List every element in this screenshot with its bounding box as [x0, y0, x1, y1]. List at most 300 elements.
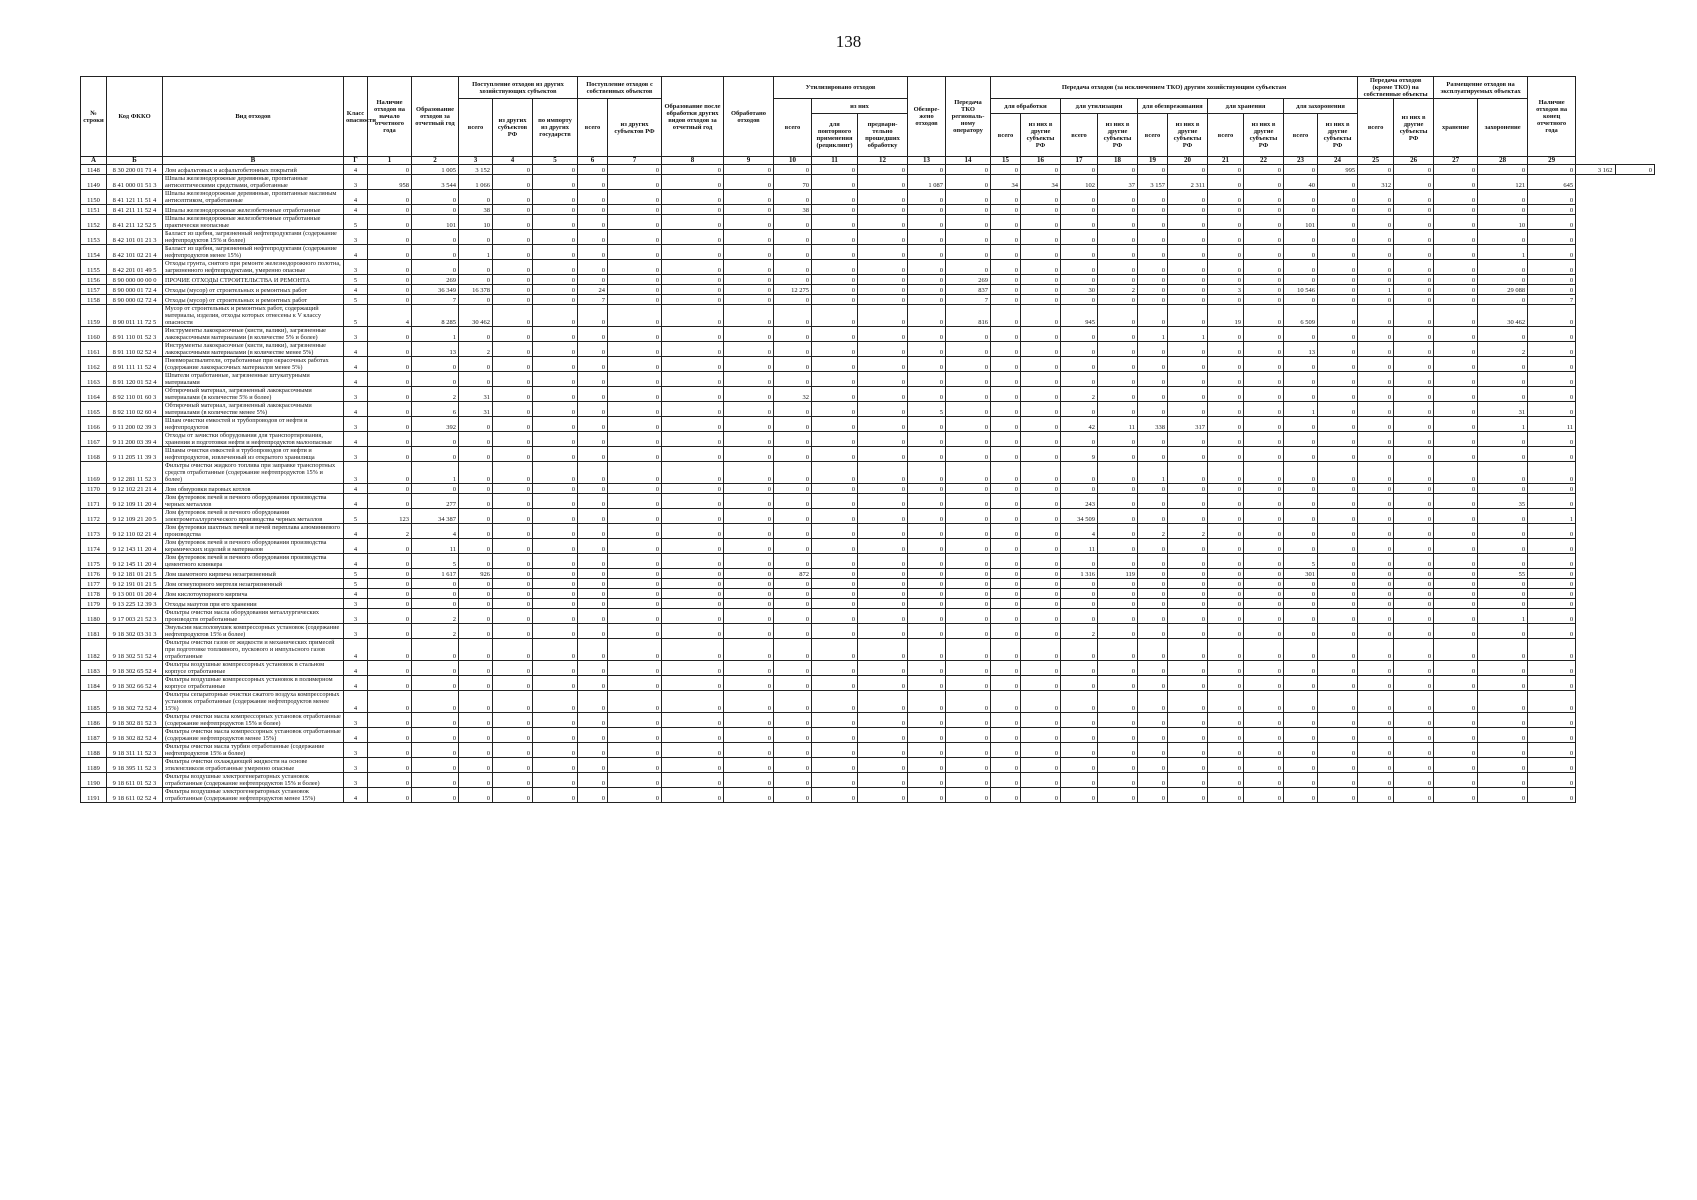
value-cell: 0	[724, 165, 774, 175]
value-cell: 0	[662, 432, 724, 447]
value-cell: 2	[1168, 524, 1208, 539]
value-cell: 0	[1358, 569, 1394, 579]
value-cell: 0	[1394, 432, 1434, 447]
value-cell: 0	[724, 743, 774, 758]
value-cell: 2	[412, 609, 459, 624]
value-cell: 0	[1208, 624, 1244, 639]
value-cell: 0	[908, 342, 946, 357]
value-cell: 0	[991, 569, 1021, 579]
value-cell: 0	[1478, 743, 1528, 758]
value-cell: 0	[1394, 190, 1434, 205]
value-cell: 0	[1394, 728, 1434, 743]
value-cell: 0	[368, 713, 412, 728]
value-cell: 0	[578, 728, 608, 743]
value-cell: 0	[1061, 327, 1098, 342]
value-cell: 0	[1208, 417, 1244, 432]
value-cell: 0	[1208, 788, 1244, 803]
value-cell: 312	[1358, 175, 1394, 190]
row-number: 1184	[81, 676, 107, 691]
value-cell: 30	[1061, 285, 1098, 295]
value-cell: 0	[1478, 190, 1528, 205]
value-cell: 0	[1528, 639, 1576, 661]
value-cell: 0	[533, 205, 578, 215]
value-cell: 0	[1138, 245, 1168, 260]
value-cell: 0	[1434, 230, 1478, 245]
column-letter: 23	[1284, 157, 1318, 165]
value-cell: 0	[1284, 387, 1318, 402]
value-cell: 0	[908, 589, 946, 599]
value-cell: 0	[1138, 305, 1168, 327]
value-cell: 0	[1098, 676, 1138, 691]
value-cell: 0	[412, 205, 459, 215]
value-cell: 0	[493, 275, 533, 285]
value-cell: 0	[493, 175, 533, 190]
value-cell: 0	[662, 743, 724, 758]
waste-name: Фильтры воздушные компрессорных установок в полимерном корпусе отработанные	[163, 676, 344, 691]
value-cell: 0	[1394, 624, 1434, 639]
value-cell: 0	[1318, 509, 1358, 524]
table-row	[81, 402, 1655, 417]
value-cell: 0	[1168, 589, 1208, 599]
value-cell: 0	[1318, 190, 1358, 205]
value-cell: 0	[1478, 639, 1528, 661]
value-cell: 0	[1208, 402, 1244, 417]
value-cell: 0	[662, 539, 724, 554]
value-cell: 0	[1138, 639, 1168, 661]
value-cell: 0	[1478, 387, 1528, 402]
value-cell: 0	[1615, 165, 1654, 175]
row-number: 1172	[81, 509, 107, 524]
value-cell: 0	[1434, 609, 1478, 624]
value-cell: 0	[368, 579, 412, 589]
value-cell: 0	[1528, 661, 1576, 676]
value-cell: 0	[1244, 743, 1284, 758]
value-cell: 0	[608, 402, 662, 417]
value-cell: 0	[1358, 447, 1394, 462]
value-cell: 0	[946, 165, 991, 175]
value-cell: 0	[1244, 758, 1284, 773]
value-cell: 0	[1138, 728, 1168, 743]
table-row	[81, 484, 1655, 494]
value-cell: 0	[1208, 713, 1244, 728]
value-cell: 0	[1021, 275, 1061, 285]
value-cell: 0	[578, 165, 608, 175]
column-letter: 4	[493, 157, 533, 165]
value-cell: 0	[1021, 484, 1061, 494]
value-cell: 0	[533, 609, 578, 624]
hazard-class: 4	[344, 285, 368, 295]
value-cell: 0	[459, 462, 493, 484]
value-cell: 0	[578, 462, 608, 484]
waste-name: Лом футеровки шахтных печей и печей переплава алюминиевого производства	[163, 524, 344, 539]
value-cell: 0	[991, 509, 1021, 524]
fkko-code: 8 41 211 11 52 4	[107, 205, 163, 215]
value-cell: 0	[1021, 432, 1061, 447]
value-cell: 0	[1434, 165, 1478, 175]
value-cell: 0	[662, 599, 724, 609]
value-cell: 0	[1208, 357, 1244, 372]
fkko-code: 9 18 311 11 52 3	[107, 743, 163, 758]
value-cell: 7	[412, 295, 459, 305]
value-cell: 0	[858, 743, 908, 758]
value-cell: 0	[1284, 432, 1318, 447]
value-cell: 0	[608, 260, 662, 275]
table-row	[81, 599, 1655, 609]
table-row	[81, 175, 1655, 190]
table-row	[81, 285, 1655, 295]
value-cell: 0	[533, 230, 578, 245]
value-cell: 0	[608, 230, 662, 245]
value-cell: 0	[908, 205, 946, 215]
value-cell: 0	[991, 285, 1021, 295]
value-cell: 0	[1168, 305, 1208, 327]
value-cell: 0	[493, 661, 533, 676]
value-cell: 0	[991, 609, 1021, 624]
waste-name: Инструменты лакокрасочные (кисти, валики), загрязненные лакокрасочными материалами (в количестве менее 5%)	[163, 342, 344, 357]
value-cell: 0	[1098, 728, 1138, 743]
value-cell: 0	[1478, 579, 1528, 589]
value-cell: 0	[1021, 387, 1061, 402]
value-cell: 0	[1061, 599, 1098, 609]
value-cell: 0	[1168, 372, 1208, 387]
value-cell: 0	[608, 357, 662, 372]
hazard-class: 5	[344, 215, 368, 230]
value-cell: 0	[493, 758, 533, 773]
value-cell: 0	[1244, 245, 1284, 260]
value-cell: 0	[368, 295, 412, 305]
value-cell: 0	[608, 676, 662, 691]
value-cell: 0	[991, 305, 1021, 327]
value-cell: 0	[1284, 357, 1318, 372]
value-cell: 0	[1021, 691, 1061, 713]
header-code: Код ФККО	[107, 77, 163, 157]
value-cell: 0	[608, 327, 662, 342]
value-cell: 0	[1358, 494, 1394, 509]
waste-name: Шламы очистки емкостей и трубопроводов от нефти и нефтепродуктов, извлеченный из открытого хранилища	[163, 447, 344, 462]
value-cell: 995	[1318, 165, 1358, 175]
value-cell: 0	[858, 773, 908, 788]
waste-name: Фильтры очистки жидкого топлива при заправке транспортных средств отработанные (содержание нефтепродуктов 15% и более)	[163, 462, 344, 484]
value-cell: 0	[1098, 260, 1138, 275]
value-cell: 0	[1244, 554, 1284, 569]
value-cell: 0	[1061, 788, 1098, 803]
value-cell: 0	[991, 230, 1021, 245]
value-cell: 0	[1434, 260, 1478, 275]
waste-name: Фильтры воздушные электрогенераторных установок отработанные (содержание нефтепродуктов менее 15%)	[163, 788, 344, 803]
value-cell: 0	[774, 788, 812, 803]
value-cell: 0	[533, 788, 578, 803]
value-cell: 0	[1138, 357, 1168, 372]
value-cell: 0	[533, 639, 578, 661]
page-number: 138	[835, 32, 862, 51]
value-cell: 29 088	[1478, 285, 1528, 295]
value-cell: 1	[459, 245, 493, 260]
value-cell: 0	[1021, 417, 1061, 432]
value-cell: 0	[1244, 524, 1284, 539]
value-cell: 0	[1168, 713, 1208, 728]
value-cell: 0	[946, 524, 991, 539]
value-cell: 0	[774, 327, 812, 342]
value-cell: 0	[1021, 509, 1061, 524]
value-cell: 0	[1244, 387, 1284, 402]
row-number: 1149	[81, 175, 107, 190]
hazard-class: 3	[344, 417, 368, 432]
value-cell: 0	[908, 691, 946, 713]
value-cell: 0	[578, 589, 608, 599]
hazard-class: 4	[344, 788, 368, 803]
value-cell: 0	[662, 215, 724, 230]
table-row	[81, 165, 1655, 175]
value-cell: 0	[459, 417, 493, 432]
value-cell: 0	[1098, 357, 1138, 372]
value-cell: 0	[578, 494, 608, 509]
waste-name: Фильтры очистки масла оборудования металлургических производств отработанные	[163, 609, 344, 624]
value-cell: 0	[1434, 758, 1478, 773]
row-number: 1169	[81, 462, 107, 484]
row-number: 1179	[81, 599, 107, 609]
value-cell: 0	[578, 432, 608, 447]
fkko-code: 9 18 302 51 52 4	[107, 639, 163, 661]
row-number: 1151	[81, 205, 107, 215]
waste-name: Шлам очистки емкостей и трубопроводов от нефти и нефтепродуктов	[163, 417, 344, 432]
table-row	[81, 494, 1655, 509]
value-cell: 0	[858, 357, 908, 372]
value-cell: 0	[1434, 728, 1478, 743]
row-number: 1176	[81, 569, 107, 579]
header-to-other-rf: из них в другие субъекты РФ	[1021, 114, 1061, 157]
value-cell: 0	[1358, 417, 1394, 432]
value-cell: 0	[1528, 713, 1576, 728]
value-cell: 0	[1318, 357, 1358, 372]
column-letter: А	[81, 157, 107, 165]
hazard-class: 5	[344, 275, 368, 285]
value-cell: 0	[1318, 230, 1358, 245]
value-cell: 0	[1528, 462, 1576, 484]
value-cell: 0	[1394, 285, 1434, 295]
table-row	[81, 758, 1655, 773]
column-letter: 9	[724, 157, 774, 165]
value-cell: 0	[1318, 447, 1358, 462]
value-cell: 0	[724, 609, 774, 624]
table-row	[81, 295, 1655, 305]
value-cell: 0	[459, 524, 493, 539]
header-from-own: Поступление отходов с собственных объектов	[578, 77, 662, 99]
value-cell: 0	[724, 417, 774, 432]
value-cell: 0	[858, 539, 908, 554]
header-total: всего	[459, 99, 493, 157]
value-cell: 0	[1098, 215, 1138, 230]
value-cell: 0	[1528, 230, 1576, 245]
value-cell: 0	[1244, 327, 1284, 342]
value-cell: 0	[608, 639, 662, 661]
header-total: всего	[1061, 114, 1098, 157]
value-cell: 0	[774, 447, 812, 462]
value-cell: 0	[774, 417, 812, 432]
value-cell: 0	[774, 260, 812, 275]
table-row	[81, 190, 1655, 205]
column-letter: 11	[812, 157, 858, 165]
table-row	[81, 579, 1655, 589]
value-cell: 0	[1098, 554, 1138, 569]
value-cell: 0	[1244, 447, 1284, 462]
value-cell: 0	[908, 599, 946, 609]
hazard-class: 3	[344, 230, 368, 245]
value-cell: 0	[608, 342, 662, 357]
value-cell: 0	[368, 387, 412, 402]
value-cell: 1	[1478, 417, 1528, 432]
value-cell: 243	[1061, 494, 1098, 509]
value-cell: 0	[1434, 589, 1478, 599]
value-cell: 0	[1208, 773, 1244, 788]
value-cell: 0	[858, 599, 908, 609]
value-cell: 0	[578, 305, 608, 327]
value-cell: 0	[1061, 245, 1098, 260]
value-cell: 0	[459, 327, 493, 342]
value-cell: 0	[1358, 305, 1394, 327]
value-cell: 0	[1358, 609, 1394, 624]
row-number: 1187	[81, 728, 107, 743]
value-cell: 0	[1528, 372, 1576, 387]
value-cell: 0	[1478, 773, 1528, 788]
value-cell: 0	[1358, 691, 1394, 713]
value-cell: 0	[578, 599, 608, 609]
value-cell: 0	[908, 788, 946, 803]
header-for-storage: для хранения	[1208, 99, 1284, 114]
value-cell: 0	[991, 599, 1021, 609]
value-cell: 34 387	[412, 509, 459, 524]
value-cell: 0	[991, 215, 1021, 230]
value-cell: 0	[1394, 788, 1434, 803]
value-cell: 0	[1358, 260, 1394, 275]
value-cell: 0	[946, 494, 991, 509]
row-number: 1150	[81, 190, 107, 205]
value-cell: 0	[1434, 432, 1478, 447]
value-cell: 0	[1478, 484, 1528, 494]
value-cell: 0	[1528, 758, 1576, 773]
value-cell: 0	[991, 417, 1021, 432]
value-cell: 0	[1358, 462, 1394, 484]
value-cell: 0	[1138, 275, 1168, 285]
value-cell: 0	[1284, 509, 1318, 524]
value-cell: 0	[368, 372, 412, 387]
value-cell: 0	[533, 372, 578, 387]
value-cell: 0	[578, 175, 608, 190]
value-cell: 0	[1061, 402, 1098, 417]
value-cell: 0	[459, 589, 493, 599]
value-cell: 0	[1061, 275, 1098, 285]
value-cell: 0	[1138, 589, 1168, 599]
value-cell: 0	[1244, 639, 1284, 661]
value-cell: 0	[1284, 691, 1318, 713]
header-treated: Обработано отходов	[724, 77, 774, 157]
value-cell: 3 162	[1576, 165, 1615, 175]
value-cell: 0	[533, 275, 578, 285]
hazard-class: 5	[344, 509, 368, 524]
value-cell: 0	[1434, 484, 1478, 494]
value-cell: 0	[946, 342, 991, 357]
fkko-code: 9 18 395 11 52 3	[107, 758, 163, 773]
value-cell: 0	[1098, 245, 1138, 260]
value-cell: 31	[1478, 402, 1528, 417]
column-letter: 25	[1358, 157, 1394, 165]
value-cell: 0	[858, 691, 908, 713]
value-cell: 0	[1394, 295, 1434, 305]
value-cell: 0	[858, 589, 908, 599]
column-letter: 7	[608, 157, 662, 165]
value-cell: 0	[858, 342, 908, 357]
value-cell: 0	[946, 676, 991, 691]
value-cell: 0	[1358, 230, 1394, 245]
value-cell: 0	[812, 599, 858, 609]
value-cell: 0	[459, 295, 493, 305]
value-cell: 31	[459, 402, 493, 417]
value-cell: 0	[1168, 554, 1208, 569]
value-cell: 0	[533, 215, 578, 230]
hazard-class: 4	[344, 432, 368, 447]
value-cell: 0	[1138, 494, 1168, 509]
table-row	[81, 245, 1655, 260]
value-cell: 0	[1244, 728, 1284, 743]
row-number: 1154	[81, 245, 107, 260]
value-cell: 0	[1434, 342, 1478, 357]
value-cell: 0	[662, 509, 724, 524]
value-cell: 0	[1358, 788, 1394, 803]
value-cell: 2 311	[1168, 175, 1208, 190]
value-cell: 0	[412, 758, 459, 773]
value-cell: 0	[533, 285, 578, 295]
value-cell: 0	[459, 609, 493, 624]
value-cell: 0	[1284, 743, 1318, 758]
value-cell: 0	[1208, 245, 1244, 260]
value-cell: 0	[724, 342, 774, 357]
value-cell: 0	[991, 432, 1021, 447]
value-cell: 0	[493, 432, 533, 447]
value-cell: 0	[1284, 624, 1318, 639]
value-cell: 0	[1394, 305, 1434, 327]
value-cell: 0	[1358, 773, 1394, 788]
waste-name: Шпатели отработанные, загрязненные штукатурными материалами	[163, 372, 344, 387]
value-cell: 0	[1138, 691, 1168, 713]
value-cell: 0	[1318, 676, 1358, 691]
value-cell: 0	[774, 661, 812, 676]
value-cell: 0	[608, 215, 662, 230]
value-cell: 0	[1168, 691, 1208, 713]
value-cell: 0	[412, 484, 459, 494]
value-cell: 0	[1318, 175, 1358, 190]
value-cell: 0	[493, 494, 533, 509]
waste-name: Фильтры сепараторные очистки сжатого воздуха компрессорных установок отработанные (содержание нефтепродуктов менее 15%)	[163, 691, 344, 713]
header-total: всего	[774, 99, 812, 157]
value-cell: 0	[991, 295, 1021, 305]
value-cell: 0	[608, 758, 662, 773]
value-cell: 0	[991, 624, 1021, 639]
value-cell: 0	[812, 432, 858, 447]
fkko-code: 9 12 143 11 20 4	[107, 539, 163, 554]
value-cell: 0	[812, 230, 858, 245]
value-cell: 0	[908, 165, 946, 175]
value-cell: 0	[1061, 215, 1098, 230]
table-row	[81, 417, 1655, 432]
value-cell: 0	[812, 579, 858, 589]
value-cell: 0	[1434, 245, 1478, 260]
value-cell: 0	[812, 484, 858, 494]
value-cell: 0	[1478, 165, 1528, 175]
value-cell: 38	[459, 205, 493, 215]
value-cell: 0	[858, 387, 908, 402]
value-cell: 0	[991, 524, 1021, 539]
value-cell: 1 066	[459, 175, 493, 190]
value-cell: 0	[1284, 599, 1318, 609]
